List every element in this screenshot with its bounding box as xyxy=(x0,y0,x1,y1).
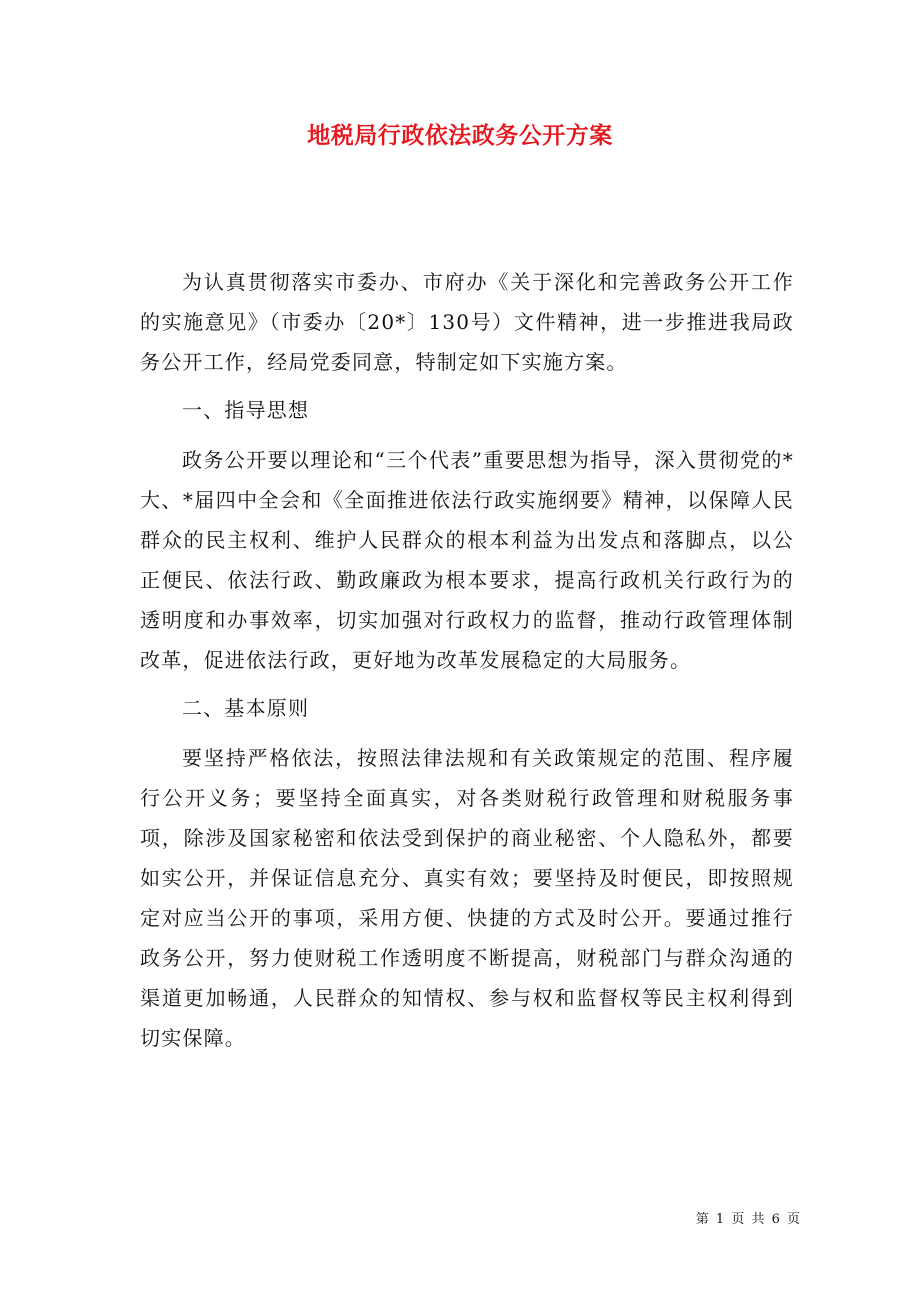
basic-principles-paragraph: 要坚持严格依法，按照法律法规和有关政策规定的范围、程序履行公开义务；要坚持全面真实，对各类财税行政管理和财税服务事项，除涉及国家秘密和依法受到保护的商业秘密、个人隐私外，都要如实公开，并保证信息充分、真实有效；要坚持及时便民，即按照规定对应当公开的事项，采用方便、快捷的方式及时公开。要通过推行政务公开，努力使财税工作透明度不断提高，财税部门与群众沟通的渠道更加畅通，人民群众的知情权、参与权和监督权等民主权利得到切实保障。 xyxy=(140,746,794,1050)
section-heading-basic-principles: 二、基本原则 xyxy=(182,696,310,720)
page-number-footer: 第 1 页 共 6 页 xyxy=(695,1212,800,1227)
intro-paragraph: 为认真贯彻落实市委办、市府办《关于深化和完善政务公开工作的实施意见》（市委办〔20*〕130号）文件精神，进一步推进我局政务公开工作，经局党委同意，特制定如下实施方案。 xyxy=(140,270,794,374)
guiding-ideology-paragraph: 政务公开要以理论和“三个代表”重要思想为指导，深入贯彻党的*大、*届四中全会和《全面推进依法行政实施纲要》精神，以保障人民群众的民主权利、维护人民群众的根本利益为出发点和落脚点，以公正便民、依法行政、勤政廉政为根本要求，提高行政机关行政行为的透明度和办事效率，切实加强对行政权力的监督，推动行政管理体制改革，促进依法行政，更好地为改革发展稳定的大局服务。 xyxy=(140,448,794,672)
section-heading-guiding-ideology: 一、指导思想 xyxy=(182,398,310,422)
document-title: 地税局行政依法政务公开方案 xyxy=(307,122,613,149)
document-body xyxy=(140,262,794,1066)
